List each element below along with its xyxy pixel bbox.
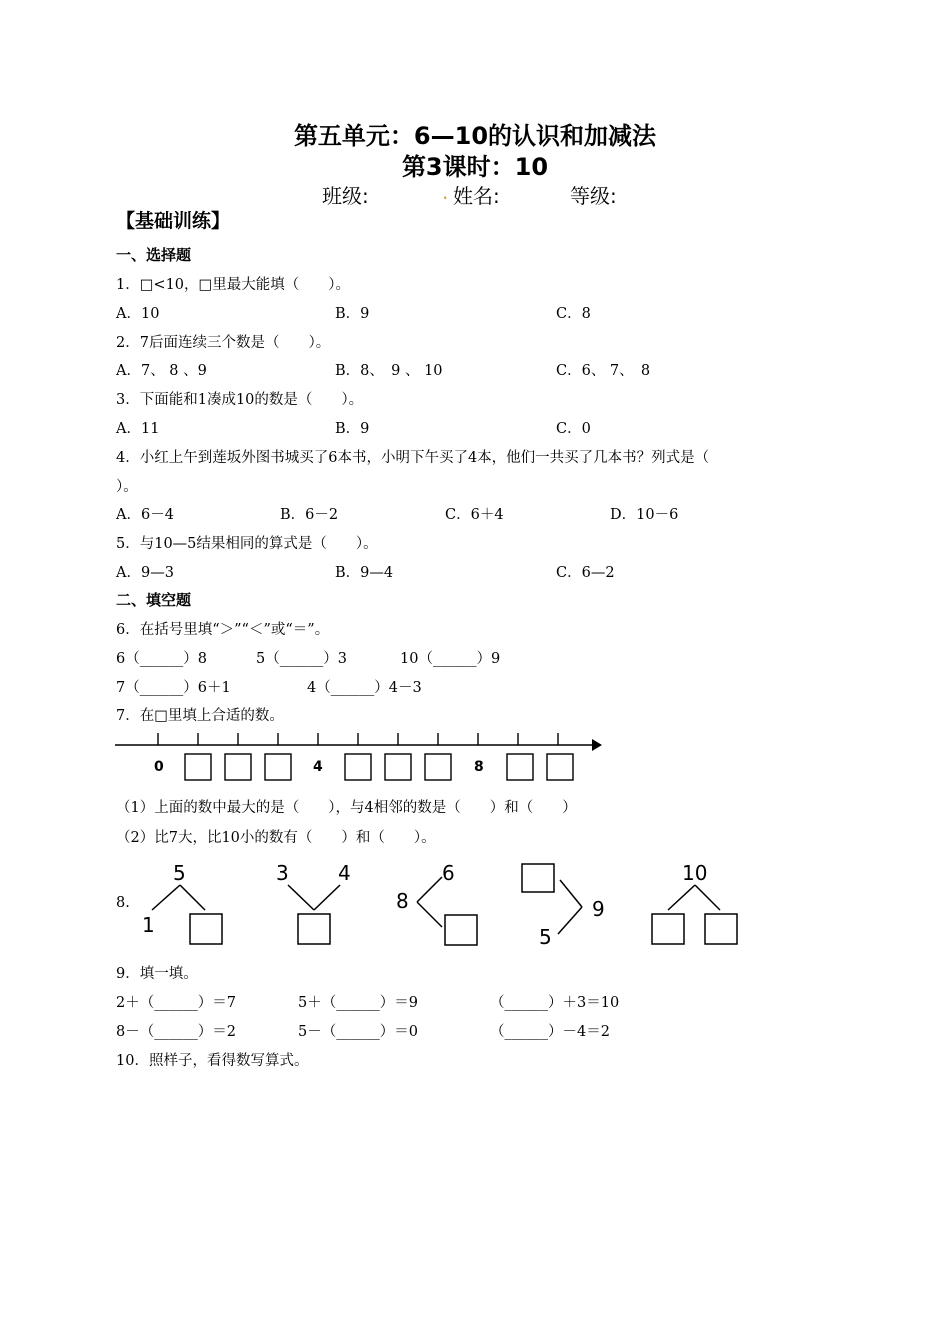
number-decomposition-diagrams (130, 852, 750, 952)
q6-item: 6（______）8 (116, 651, 207, 667)
q3-option-b: B．9 (335, 421, 370, 437)
q4-option-c: C．6＋4 (445, 507, 504, 523)
q5-option-a: A．9—3 (116, 565, 174, 581)
q4-option-b: B．6－2 (280, 507, 339, 523)
number-line-label: 4 (313, 759, 323, 775)
diagram-number: 3 (276, 861, 289, 885)
q9-item: 2＋（______）＝7 (116, 995, 236, 1011)
number-line-label: 0 (154, 759, 164, 775)
q4-stem-line1: 4．小红上午到莲坂外图书城买了6本书，小明下午买了4本，他们一共买了几本书？列式是（ (116, 450, 710, 466)
q2-option-c: C．6、 7、 8 (556, 363, 651, 379)
class-label: 班级: (322, 184, 369, 208)
page-subtitle: 第3课时：10 (401, 153, 549, 181)
q2-stem: 2．7后面连续三个数是（ ）。 (116, 335, 331, 351)
q1-stem: 1．□<10，□里最大能填（ ）。 (116, 277, 350, 293)
diagram-number: 1 (142, 913, 155, 937)
q3-stem: 3．下面能和1凑成10的数是（ ）。 (116, 392, 364, 408)
q9-item: 5＋（______）＝9 (298, 995, 418, 1011)
page-title: 第五单元：6—10的认识和加减法 (293, 122, 657, 150)
q6-item: 7（______）6＋1 (116, 680, 231, 696)
diagram-number: 9 (592, 897, 605, 921)
q6-item: 4（______）4－3 (307, 680, 422, 696)
q1-option-b: B．9 (335, 306, 370, 322)
q2-option-b: B．8、 9 、 10 (335, 363, 443, 379)
diagram-number: 5 (173, 861, 186, 885)
section-header: 【基础训练】 (116, 210, 231, 232)
q7-stem: 7．在□里填上合适的数。 (116, 708, 284, 724)
q9-item: 8－（______）＝2 (116, 1024, 236, 1040)
q3-option-c: C．0 (556, 421, 591, 437)
q9-item: （______）＋3＝10 (490, 995, 620, 1011)
q7-sub2: （2）比7大，比10小的数有（ ）和（ ）。 (116, 830, 436, 846)
part2-heading: 二、填空题 (116, 591, 192, 609)
q9-item: （______）－4＝2 (490, 1024, 610, 1040)
q4-option-d: D．10－6 (610, 507, 679, 523)
number-line (110, 728, 610, 784)
q5-option-b: B．9—4 (335, 565, 394, 581)
q2-option-a: A．7、 8 、9 (116, 363, 207, 379)
part1-heading: 一、选择题 (116, 246, 192, 264)
q6-item: 10（______）9 (400, 651, 501, 667)
q4-stem-line2: ）。 (116, 479, 138, 495)
diagram-number: 6 (442, 861, 455, 885)
q6-stem: 6．在括号里填“＞”“＜”或“＝”。 (116, 622, 330, 638)
q6-item: 5（______）3 (256, 651, 347, 667)
q3-option-a: A．11 (116, 421, 160, 437)
q5-option-c: C．6—2 (556, 565, 615, 581)
q7-sub1: （1）上面的数中最大的是（ ），与4相邻的数是（ ）和（ ） (116, 800, 577, 816)
q9-stem: 9．填一填。 (116, 966, 198, 982)
q9-item: 5－（______）＝0 (298, 1024, 418, 1040)
q8-label: 8. (116, 895, 130, 911)
grade-label: 等级: (570, 184, 617, 208)
diagram-number: 10 (682, 861, 708, 885)
number-line-label: 8 (474, 759, 484, 775)
q5-stem: 5．与10—5结果相同的算式是（ ）。 (116, 536, 378, 552)
diagram-number: 8 (396, 889, 409, 913)
diagram-number: 5 (539, 925, 552, 949)
q10-stem: 10．照样子，看得数写算式。 (116, 1053, 309, 1069)
q4-option-a: A．6－4 (116, 507, 174, 523)
info-dot: . (442, 180, 449, 204)
q1-option-a: A．10 (116, 306, 160, 322)
q1-option-c: C．8 (556, 306, 591, 322)
diagram-number: 4 (338, 861, 351, 885)
name-label: 姓名: (453, 184, 500, 208)
